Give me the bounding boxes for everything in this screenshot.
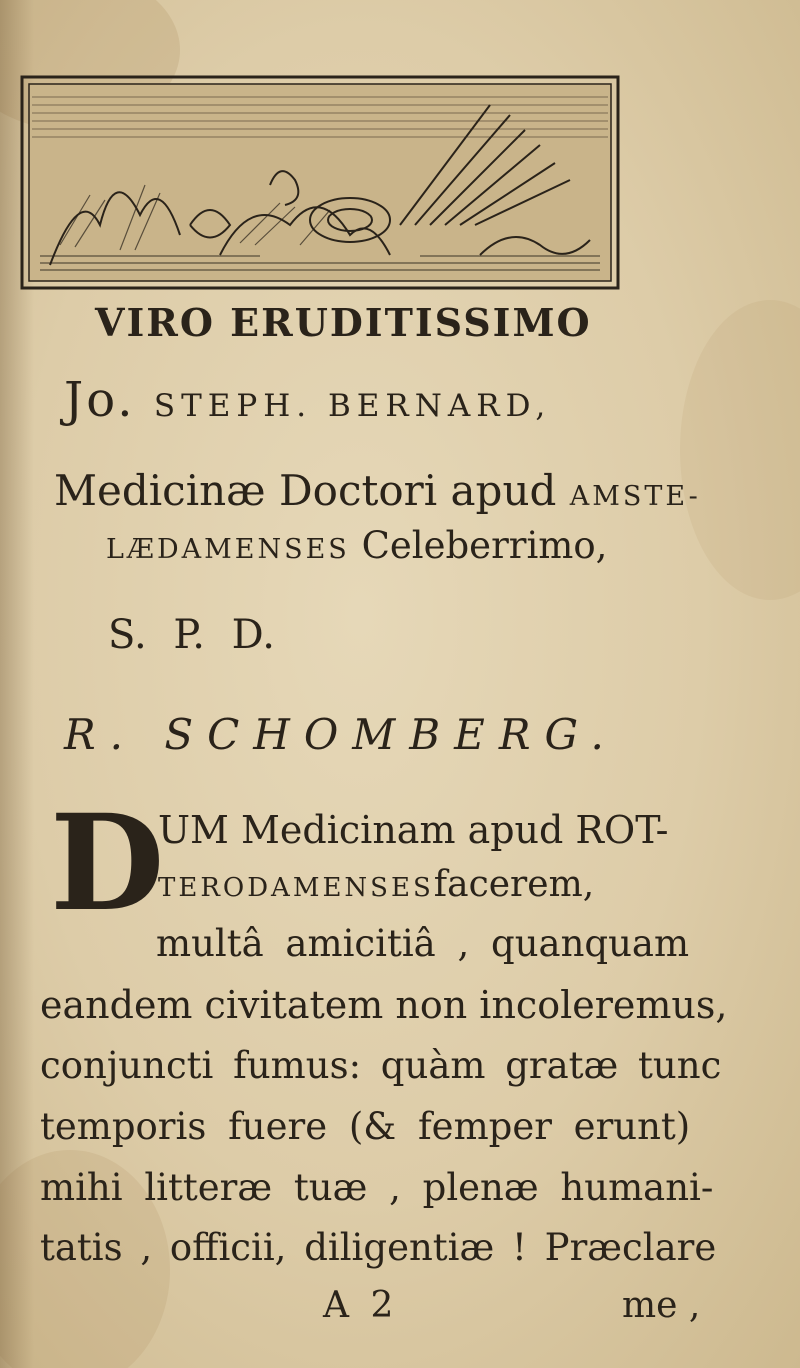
author-name: R. SCHOMBERG. [64,710,618,759]
dedication-line-2 [106,524,607,567]
dedication-city-end: LÆDAMENSES [106,534,350,565]
body-line-2-city: TERODAMENSES [158,873,434,903]
addressee-surname: STEPH. BERNARD, [153,388,552,424]
dedication-city-start: AMSTE- [569,481,701,512]
salutation: S. P. D. [108,612,276,658]
catchword: me , [622,1285,701,1326]
addressee-initial: Jo. [64,372,136,428]
body-line-6: temporis fuere (& femper erunt) [40,1105,691,1148]
dedication-line-2-rest: Celeberrimo, [361,524,608,567]
engraved-landscape-headpiece-icon [20,75,620,290]
drop-cap: D [50,786,165,941]
signature-mark: A 2 [323,1285,394,1326]
body-line-1: UM Medicinam apud ROT- [158,808,669,852]
addressee-name [64,372,551,428]
body-line-2-rest: facerem, [433,864,595,905]
body-line-3: multâ amicitiâ , quanquam [156,922,690,965]
body-line-2 [158,864,594,905]
body-line-8: tatis , officii, diligentiæ ! Præclare [40,1226,717,1269]
dedication-line-1-lead: Medicinæ Doctori apud [54,466,557,515]
dedication-line-1 [54,466,701,515]
foxing-stain [680,300,800,600]
body-line-5: conjuncti fumus: quàm gratæ tunc [40,1044,722,1087]
body-line-7: mihi litteræ tuæ , plenæ humani- [40,1166,714,1209]
dedication-title: VIRO ERUDITISSIMO [95,300,592,345]
body-line-4: eandem civitatem non incoleremus, [40,983,728,1027]
